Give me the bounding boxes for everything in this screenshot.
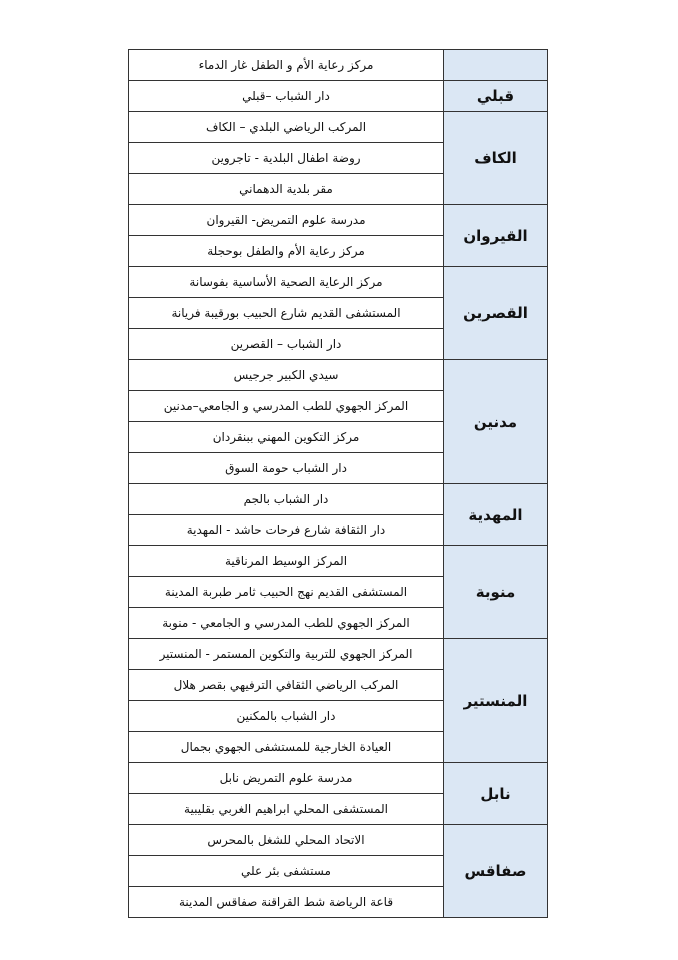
table-row	[129, 763, 548, 794]
center-name-cell: دار الشباب بالجم	[129, 484, 444, 515]
center-name-cell: المستشفى القديم نهج الحبيب ثامر طبربة المدينة	[129, 577, 444, 608]
center-name-cell: دار الشباب – القصرين	[129, 329, 444, 360]
governorate-cell: نابل	[444, 763, 548, 825]
table-row	[129, 267, 548, 298]
center-name-cell: المستشفى المحلي ابراهيم الغربي بقليبية	[129, 794, 444, 825]
governorate-cell: صفاقس	[444, 825, 548, 918]
center-name-cell: المركز الوسيط المرناقية	[129, 546, 444, 577]
center-name-cell: المركب الرياضي البلدي – الكاف	[129, 112, 444, 143]
governorate-cell	[444, 50, 548, 81]
center-name-cell: المركب الرياضي الثقافي الترفيهي بقصر هلال	[129, 670, 444, 701]
center-name-cell: المستشفى القديم شارع الحبيب بورقيبة فريانة	[129, 298, 444, 329]
center-name-cell: روضة اطفال البلدية - تاجروين	[129, 143, 444, 174]
center-name-cell: دار الثقافة شارع فرحات حاشد - المهدية	[129, 515, 444, 546]
centers-table	[128, 49, 548, 918]
governorate-cell: قبلي	[444, 81, 548, 112]
center-name-cell: مستشفى بئر علي	[129, 856, 444, 887]
table-row	[129, 112, 548, 143]
center-name-cell: مركز التكوين المهني ببنقردان	[129, 422, 444, 453]
governorate-cell: القيروان	[444, 205, 548, 267]
center-name-cell: المركز الجهوي للطب المدرسي و الجامعي - منوبة	[129, 608, 444, 639]
governorate-cell: مدنين	[444, 360, 548, 484]
center-name-cell: العيادة الخارجية للمستشفى الجهوي بجمال	[129, 732, 444, 763]
center-name-cell: المركز الجهوي للطب المدرسي و الجامعي–مدنين	[129, 391, 444, 422]
governorate-cell: المنستير	[444, 639, 548, 763]
governorate-cell: الكاف	[444, 112, 548, 205]
table-row	[129, 546, 548, 577]
table-row	[129, 50, 548, 81]
table-row	[129, 825, 548, 856]
table-row	[129, 484, 548, 515]
center-name-cell: مركز رعاية الأم والطفل بوحجلة	[129, 236, 444, 267]
table-row	[129, 360, 548, 391]
governorate-cell: المهدية	[444, 484, 548, 546]
center-name-cell: دار الشباب حومة السوق	[129, 453, 444, 484]
center-name-cell: الاتحاد المحلي للشغل بالمحرس	[129, 825, 444, 856]
center-name-cell: مدرسة علوم التمريض- القيروان	[129, 205, 444, 236]
table-row	[129, 205, 548, 236]
center-name-cell: مركز الرعاية الصحية الأساسية بفوسانة	[129, 267, 444, 298]
governorate-cell: القصرين	[444, 267, 548, 360]
table-row	[129, 639, 548, 670]
center-name-cell: المركز الجهوي للتربية والتكوين المستمر - المنستير	[129, 639, 444, 670]
center-name-cell: قاعة الرياضة شط القراقنة صفاقس المدينة	[129, 887, 444, 918]
center-name-cell: مركز رعاية الأم و الطفل غار الدماء	[129, 50, 444, 81]
governorate-cell: منوبة	[444, 546, 548, 639]
centers-table-body	[129, 50, 548, 918]
center-name-cell: دار الشباب بالمكنين	[129, 701, 444, 732]
center-name-cell: دار الشباب –قبلي	[129, 81, 444, 112]
table-row	[129, 81, 548, 112]
center-name-cell: سيدي الكبير جرجيس	[129, 360, 444, 391]
center-name-cell: مقر بلدية الدهماني	[129, 174, 444, 205]
center-name-cell: مدرسة علوم التمريض نابل	[129, 763, 444, 794]
